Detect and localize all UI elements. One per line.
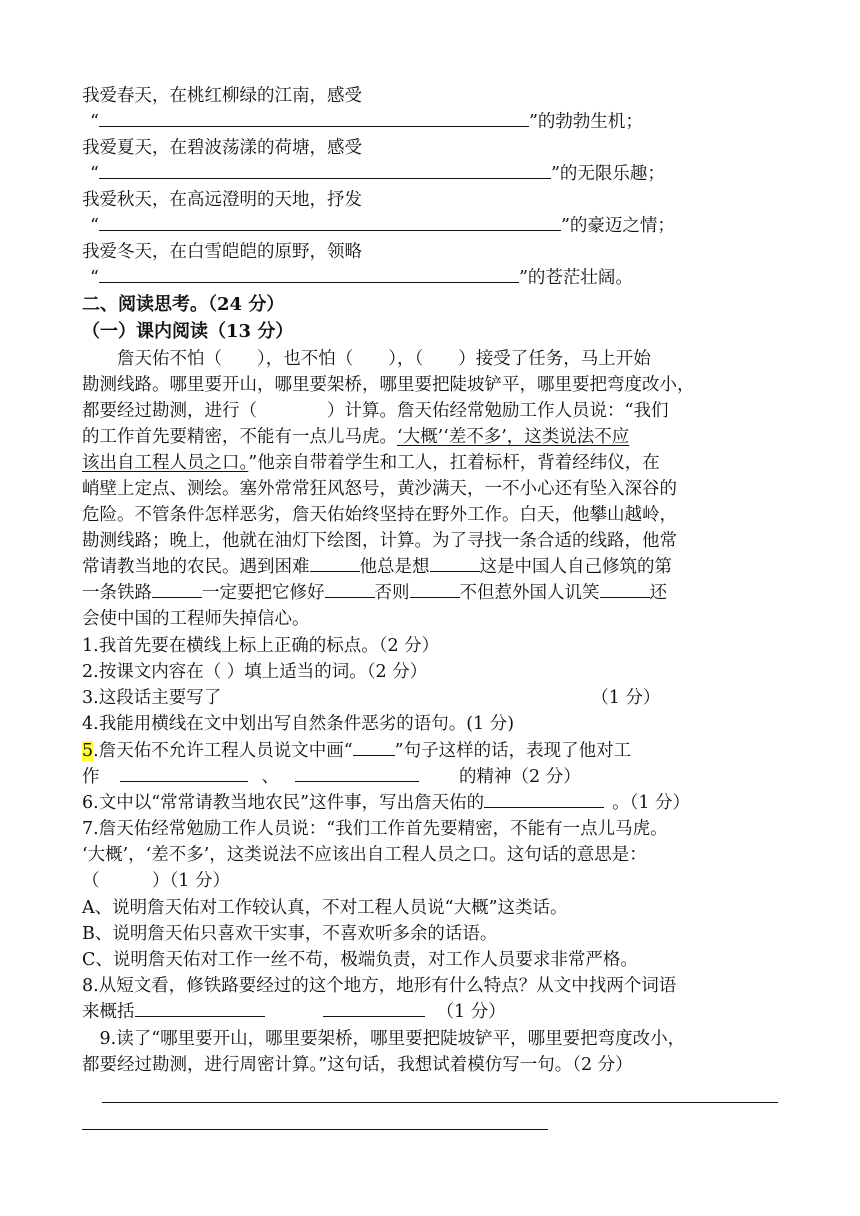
- answer-blank[interactable]: [99, 216, 561, 231]
- punctuation-blank[interactable]: [310, 557, 360, 572]
- section-subtitle: （一）课内阅读（13 分）: [82, 321, 294, 342]
- answer-blank[interactable]: [323, 1002, 425, 1017]
- passage-line: 会使中国的工程师失掉信心。: [82, 609, 310, 629]
- passage-line: 勘测线路。哪里要开山，哪里要架桥，哪里要把陡坡铲平，哪里要把弯度改小，: [82, 375, 695, 395]
- question-5: 5.詹天佑不允许工程人员说文中画“ ”句子这样的话，表现了他对工: [82, 741, 632, 761]
- underlined-sentence: ‘大概’‘差不多’，这类说法不应: [397, 427, 630, 447]
- question-9: 9.读了“哪里要开山，哪里要架桥，哪里要把陡坡铲平，哪里要把弯度改小，: [82, 1029, 686, 1049]
- poem-winter-blank-line: “ ”的苍茫壮阔。: [90, 268, 633, 288]
- answer-blank[interactable]: [484, 793, 604, 808]
- passage-line: 詹天佑不怕（ ），也不怕（ ），（ ）接受了任务，马上开始: [82, 349, 651, 369]
- passage-line: 常请教当地的农民。遇到困难 他总是想 这是中国人自己修筑的第: [82, 557, 672, 577]
- poem-spring-intro: 我爱春天，在桃红柳绿的江南，感受: [82, 86, 362, 106]
- question-6: 6.文中以“常常请教当地农民”这件事，写出詹天佑的 。（1 分）: [82, 793, 691, 813]
- question-1: 1.我首先要在横线上标上正确的标点。（2 分）: [82, 636, 440, 656]
- passage-line: 的工作首先要精密，不能有一点儿马虎。‘大概’‘差不多’，这类说法不应: [82, 427, 630, 447]
- answer-blank[interactable]: [99, 268, 519, 283]
- question-7-cont: ‘大概’，‘差不多’，这类说法不应该出自工程人员之口。这句话的意思是：: [82, 845, 647, 865]
- question-3: 3.这段话主要写了 （1 分）: [82, 688, 661, 708]
- option-a: A、说明詹天佑对工作较认真，不对工程人员说“大概”这类话。: [82, 898, 568, 918]
- highlighted-number: 5: [82, 741, 94, 761]
- punctuation-blank[interactable]: [430, 557, 480, 572]
- answer-line[interactable]: [102, 1102, 778, 1103]
- poem-autumn-intro: 我爱秋天，在高远澄明的天地，抒发: [82, 190, 362, 210]
- punctuation-blank[interactable]: [600, 583, 650, 598]
- poem-summer-blank-line: “ ”的无限乐趣；: [90, 164, 665, 184]
- answer-line[interactable]: [82, 1129, 548, 1130]
- answer-blank[interactable]: [295, 767, 419, 782]
- answer-blank[interactable]: [135, 1002, 265, 1017]
- answer-blank[interactable]: [99, 164, 551, 179]
- passage-line: 峭壁上定点、测绘。塞外常常狂风怒号，黄沙满天，一不小心还有坠入深谷的: [82, 479, 677, 499]
- punctuation-blank[interactable]: [410, 583, 460, 598]
- answer-blank[interactable]: [120, 767, 248, 782]
- question-7: 7.詹天佑经常勉励工作人员说：“我们工作首先要精密，不能有一点儿马虎。: [82, 819, 668, 839]
- passage-line: 勘测线路；晚上，他就在油灯下绘图，计算。为了寻找一条合适的线路，他常: [82, 531, 677, 551]
- answer-blank[interactable]: [353, 741, 395, 756]
- poem-autumn-blank-line: “ ”的豪迈之情；: [90, 216, 675, 236]
- question-8: 8.从短文看，修铁路要经过的这个地方，地形有什么特点？从文中找两个词语: [82, 976, 677, 996]
- question-5-cont: 作 、 的精神（2 分）: [82, 767, 581, 787]
- option-b: B、说明詹天佑只喜欢干实事，不喜欢听多余的话语。: [82, 924, 498, 944]
- question-4: 4.我能用横线在文中划出写自然条件恶劣的语句。(1 分): [82, 714, 515, 734]
- passage-line: 都要经过勘测，进行（ ）计算。詹天佑经常勉励工作人员说：“我们: [82, 401, 669, 421]
- section-title: 二、阅读思考。（24 分）: [82, 294, 285, 315]
- poem-summer-intro: 我爱夏天，在碧波荡漾的荷塘，感受: [82, 138, 362, 158]
- underlined-sentence: 该出自工程人员之口。: [82, 453, 249, 473]
- passage-line: 一条铁路 一定要把它修好 否则 不但惹外国人讥笑 还: [82, 583, 667, 603]
- question-7-choice[interactable]: （ ）（1 分）: [82, 871, 230, 891]
- poem-winter-intro: 我爱冬天，在白雪皑皑的原野，领略: [82, 242, 362, 262]
- question-8-cont: 来概括 （1 分）: [82, 1002, 506, 1022]
- question-9-cont: 都要经过勘测，进行周密计算。”这句话，我想试着模仿写一句。（2 分）: [82, 1055, 633, 1075]
- punctuation-blank[interactable]: [325, 583, 375, 598]
- punctuation-blank[interactable]: [152, 583, 202, 598]
- passage-line: 该出自工程人员之口。”他亲自带着学生和工人，扛着标杆，背着经纬仪，在: [82, 453, 660, 473]
- passage-line: 危险。不管条件怎样恶劣，詹天佑始终坚持在野外工作。白天，他攀山越岭，: [82, 505, 677, 525]
- poem-spring-blank-line: “ ”的勃勃生机；: [90, 112, 643, 132]
- answer-blank[interactable]: [99, 112, 529, 127]
- option-c: C、说明詹天佑对工作一丝不苟，极端负责，对工作人员要求非常严格。: [82, 950, 638, 970]
- question-2: 2.按课文内容在（ ）填上适当的词。（2 分）: [82, 662, 428, 682]
